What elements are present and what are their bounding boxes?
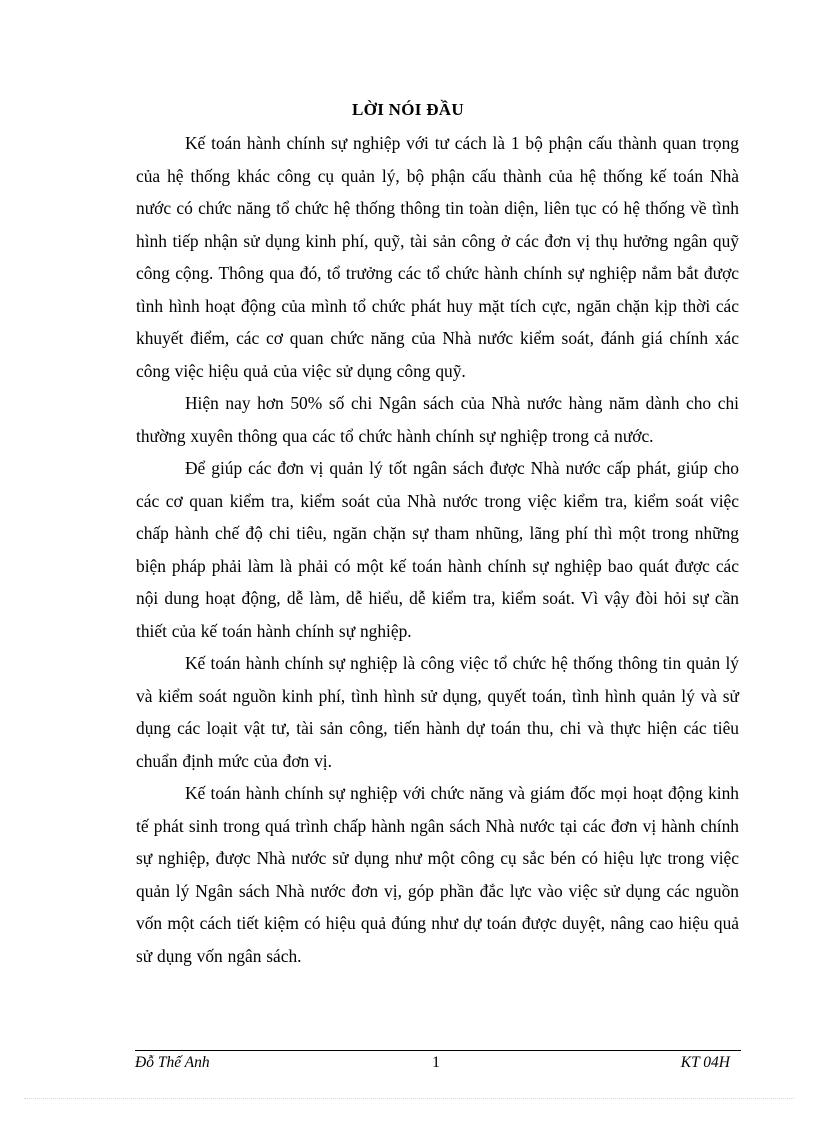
page-bottom-edge xyxy=(24,1098,794,1099)
paragraph-3: Để giúp các đơn vị quản lý tốt ngân sách được Nhà nước cấp phát, giúp cho các cơ quan kiểm tra, kiểm soát của Nhà nước trong việc kiểm tra, kiểm soát việc chấp hành chế độ chi tiêu, ngăn chặn sự tham nhũng, lãng phí thì một trong những biện pháp phải làm là phải có một kế toán hành chính sự nghiệp bao quát được các nội dung hoạt động, dễ làm, dễ hiểu, dễ kiểm tra, kiểm soát. Vì vậy đòi hỏi sự cần thiết của kế toán hành chính sự nghiệp. xyxy=(136,458,739,641)
paragraph-4: Kế toán hành chính sự nghiệp là công việc tổ chức hệ thống thông tin quản lý và kiểm soát nguồn kinh phí, tình hình sử dụng, quyết toán, tình hình quản lý và sử dụng các loạit vật tư, tài sản công, tiến hành dự toán thu, chi và thực hiện các tiêu chuẩn định mức của đơn vị. xyxy=(136,653,739,771)
page-title: LỜI NÓI ĐẦU xyxy=(352,100,464,119)
footer-page-number: 1 xyxy=(432,1054,440,1071)
body-text xyxy=(136,127,739,972)
paragraph-5: Kế toán hành chính sự nghiệp với chức năng và giám đốc mọi hoạt động kinh tế phát sinh trong quá trình chấp hành ngân sách Nhà nước tại các đơn vị hành chính sự nghiệp, được Nhà nước sử dụng như một công cụ sắc bén có hiệu lực trong việc quản lý Ngân sách Nhà nước đơn vị, góp phần đắc lực vào việc sử dụng các nguồn vốn một cách tiết kiệm có hiệu quả đúng như dự toán được duyệt, nâng cao hiệu quả sử dụng vốn ngân sách. xyxy=(136,783,739,966)
paragraph-2: Hiện nay hơn 50% số chi Ngân sách của Nhà nước hàng năm dành cho chi thường xuyên thông qua các tổ chức hành chính sự nghiệp trong cả nước. xyxy=(136,393,739,446)
footer-class-code: KT 04H xyxy=(680,1054,730,1071)
paragraph-1: Kế toán hành chính sự nghiệp với tư cách là 1 bộ phận cấu thành quan trọng của hệ thống khác công cụ quản lý, bộ phận cấu thành của hệ thống kế toán Nhà nước có chức năng tổ chức hệ thống thông tin toàn diện, liên tục có hệ thống về tình hình tiếp nhận sử dụng kinh phí, quỹ, tài sản công ở các đơn vị thụ hưởng ngân quỹ công cộng. Thông qua đó, tổ trưởng các tổ chức hành chính sự nghiệp nắm bắt được tình hình hoạt động của mình tổ chức phát huy mặt tích cực, ngăn chặn kịp thời các khuyết điểm, các cơ quan chức năng của Nhà nước kiểm soát, đánh giá chính xác công việc hiệu quả của việc sử dụng công quỹ. xyxy=(136,133,739,381)
footer-author: Đỗ Thế Anh xyxy=(135,1054,210,1071)
footer-divider xyxy=(135,1050,741,1051)
